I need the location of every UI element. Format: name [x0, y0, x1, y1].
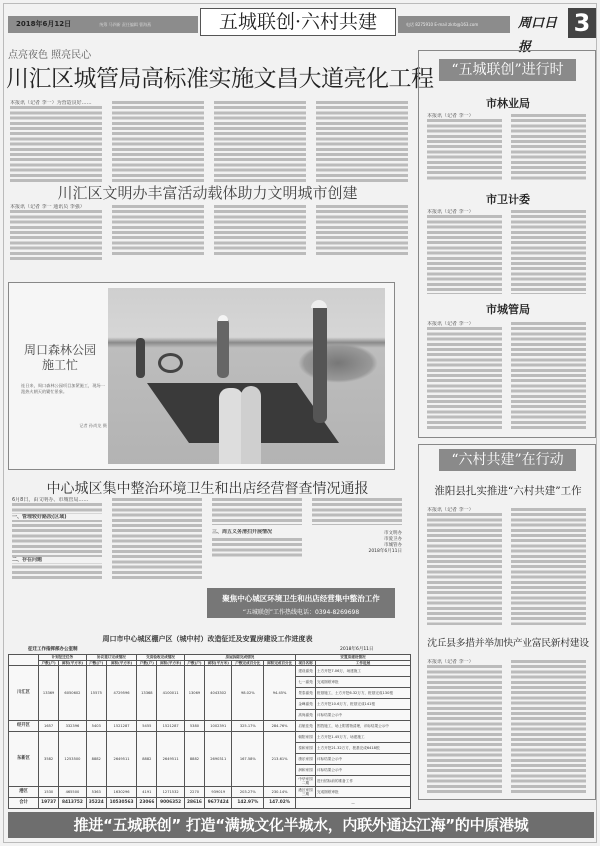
project-progress-cell: 进行招标前的准备工作	[316, 776, 411, 787]
right-bottom-banner: “六村共建”在行动	[439, 449, 576, 471]
value-cell: 9677424	[205, 798, 232, 809]
value-cell: 4100011	[157, 666, 184, 721]
right-top-banner: “五城联创”进行时	[439, 59, 576, 81]
project-name-cell: 建设嘉苑	[296, 666, 316, 677]
sub-header: 户数(户)	[137, 660, 157, 666]
value-cell: 19737	[39, 798, 59, 809]
value-cell: 13368	[137, 666, 157, 721]
signoff-3: 市城管办	[384, 543, 402, 548]
group-header: 计划征迁任务	[39, 655, 87, 661]
footer-slogan: 推进“五城联创” 打造“满城文化半城水，内联外通达江海”的中原港城	[8, 812, 594, 838]
value-cell: 13069	[184, 666, 204, 721]
section-title-health: 市卫计委	[486, 193, 530, 206]
article2-body	[10, 204, 410, 262]
project-progress-cell: 评标结果公示中	[316, 710, 411, 721]
project-name-cell: 润和家园	[296, 765, 316, 776]
value-cell: 1657	[39, 721, 59, 732]
group-header: 房屋拆除完成情况	[184, 655, 295, 661]
value-cell: 15575	[86, 666, 106, 721]
value-cell: 28616	[184, 798, 204, 809]
project-name-cell: 朝阳家园	[296, 732, 316, 743]
hotline-ad	[207, 588, 395, 618]
value-cell: 1521287	[106, 721, 136, 732]
sub-header: 户数(户)	[86, 660, 106, 666]
value-cell: 5455	[137, 721, 157, 732]
photo-feature	[8, 282, 395, 470]
value-cell: 2690311	[205, 732, 232, 787]
value-cell: 10530563	[106, 798, 136, 809]
value-cell: 142.97%	[232, 798, 264, 809]
sub-header: 户数完成百分比	[232, 660, 264, 666]
page-number: 3	[568, 8, 596, 38]
photo-caption: 连日来，周口森林公园项目加紧施工，现场一派热火朝天的繁忙景象。	[21, 383, 105, 394]
sub-header: 面积(平方米)	[205, 660, 232, 666]
project-progress-cell: 完成图纸审批	[316, 787, 411, 798]
value-cell: 5363	[86, 787, 106, 798]
construction-photo	[108, 288, 385, 464]
project-progress-cell: 完成图纸审批	[316, 677, 411, 688]
value-cell: 35224	[86, 798, 106, 809]
district-cell: 东新区	[9, 732, 39, 787]
value-cell: 6050602	[59, 666, 86, 721]
right-bottom-box	[418, 444, 596, 800]
section-title-urban-mgmt: 市城管局	[486, 303, 530, 316]
total-progress-cell: —	[296, 798, 411, 809]
right-top-box	[418, 50, 596, 438]
photo-title-line2: 施工忙	[41, 358, 78, 372]
project-name-cell: 启航佳苑	[296, 721, 316, 732]
table-title: 周口市中心城区棚户区（城中村）改造征迁及安置房建设工作进度表	[102, 634, 313, 643]
district-cell: 港区	[9, 787, 39, 798]
value-cell: 2649511	[157, 732, 184, 787]
article1-headline: 川汇区城管局高标准实施文昌大道亮化工程	[6, 66, 434, 92]
header-contact: 电话 8275910 E-mail zkrb@163.com	[398, 16, 510, 33]
value-cell: 23066	[137, 798, 157, 809]
value-cell: 2649511	[106, 732, 136, 787]
group-header: 协议签订完成情况	[86, 655, 137, 661]
value-cell: 213.61%	[264, 732, 296, 787]
sub-header: 面积完成百分比	[264, 660, 296, 666]
project-name-cell: 康乐家园	[296, 754, 316, 765]
value-cell: 1530	[39, 787, 59, 798]
article3-headline: 中心城区集中整治环境卫生和出店经营督查情况通报	[46, 481, 369, 497]
value-cell: 465500	[59, 787, 86, 798]
project-progress-cell: 围挡施工，场上附着物清理，评标结果公示中	[316, 721, 411, 732]
group-header: 安置房建设情况	[296, 655, 411, 661]
project-name-cell: 港区家园三期	[296, 787, 316, 798]
table-corner	[9, 655, 39, 666]
project-name-cell: 景泰嘉苑	[296, 688, 316, 699]
health-lead: 本报讯（记者 李一）	[427, 209, 502, 215]
table-source: 征迁工作指挥部办公室制	[28, 647, 78, 652]
value-cell: 4729596	[106, 666, 136, 721]
value-cell: 284.76%	[264, 721, 296, 732]
newspaper-logo: 周口日报	[518, 16, 558, 55]
value-cell: 2270	[184, 787, 204, 798]
sub-header: 户数(户)	[184, 660, 204, 666]
article1-kicker: 点亮夜色 照亮民心	[8, 50, 92, 61]
project-name-cell: 七一嘉苑	[296, 677, 316, 688]
project-progress-cell: 土方开挖1.45万方，场建施工	[316, 732, 411, 743]
value-cell: 939019	[205, 787, 232, 798]
value-cell: 1002391	[205, 721, 232, 732]
urban-mgmt-lead: 本报讯（记者 李一）	[427, 321, 502, 327]
sub-header: 面积(平方米)	[59, 660, 86, 666]
signoff-date: 2018年6月11日	[368, 549, 402, 554]
header-date-bar	[8, 16, 198, 33]
group-header: 交房验收完成情况	[137, 655, 185, 661]
huaiyang-lead: 本报讯（记者 李一）	[427, 507, 502, 513]
article3-body	[12, 497, 412, 582]
table-row	[9, 732, 411, 743]
value-cell: 8413752	[59, 798, 86, 809]
photo-title-line1: 周口森林公园	[23, 343, 96, 357]
value-cell: 8882	[86, 732, 106, 787]
district-cell: 经开区	[9, 721, 39, 732]
value-cell: 9006352	[157, 798, 184, 809]
value-cell: 13369	[39, 666, 59, 721]
ad-line2: “五城联创”工作热线电话：0394-8269698	[242, 609, 360, 616]
shenqiu-lead: 本报讯（记者 李一）	[427, 659, 502, 665]
huaiyang-headline: 淮阳县扎实推进“六村共建”工作	[434, 485, 582, 497]
value-cell: 1253500	[59, 732, 86, 787]
value-cell: 1521287	[157, 721, 184, 732]
value-cell: 94.45%	[264, 666, 296, 721]
shenqiu-headline: 沈丘县多措并举加快产业富民新村建设	[427, 638, 589, 649]
article1-lead: 本报讯（记者 李一）为营造良好……	[10, 100, 102, 106]
project-progress-cell: 评标结果公示中	[316, 765, 411, 776]
value-cell: 203.27%	[232, 787, 264, 798]
value-cell: 1630296	[106, 787, 136, 798]
value-cell: 1271532	[157, 787, 184, 798]
value-cell: 5380	[184, 721, 204, 732]
value-cell: 8882	[137, 732, 157, 787]
project-progress-cell: 土方开挖7.06万，场建施工	[316, 666, 411, 677]
value-cell: 4043302	[205, 666, 232, 721]
value-cell: 230.14%	[264, 787, 296, 798]
district-cell: 合计	[9, 798, 39, 809]
table-row	[9, 787, 411, 798]
signoff-1: 市文明办	[384, 531, 402, 536]
table-row	[9, 666, 411, 677]
table-row	[9, 721, 411, 732]
article3-section3: 三、周五义务清扫开展情况	[212, 529, 302, 535]
value-cell: 332396	[59, 721, 86, 732]
project-progress-cell: 评标结果公示中	[316, 754, 411, 765]
section-title-forestry: 市林业局	[486, 97, 530, 110]
ad-line1: 聚焦中心城区环境卫生和出店经营集中整治工作	[222, 594, 380, 603]
value-cell: 325.17%	[232, 721, 264, 732]
table-row	[9, 798, 411, 809]
article2-lead: 本报讯（记者 李一 通讯员 李强）	[10, 204, 102, 210]
article2-headline: 川汇区文明办丰富活动载体助力文明城市创建	[57, 184, 358, 202]
signoff-2: 市爱卫办	[384, 537, 402, 542]
section-title: 五城联创·六村共建	[200, 8, 396, 36]
article3-section2: 二、存在问题	[12, 557, 102, 563]
value-cell: 3582	[39, 732, 59, 787]
value-cell: 8882	[184, 732, 204, 787]
header-date: 2018年6月12日	[16, 20, 72, 28]
project-progress-cell: 桩基施工，土方开挖6.32万方，桩基完成130根	[316, 688, 411, 699]
progress-table	[8, 654, 411, 809]
forestry-lead: 本报讯（记者 李一）	[427, 113, 502, 119]
project-name-cell: 高尚嘉苑	[296, 710, 316, 721]
article3-signoff	[342, 531, 402, 555]
value-cell: 98.02%	[232, 666, 264, 721]
photo-title	[15, 343, 105, 373]
project-name-cell: 中华家园二期	[296, 776, 316, 787]
project-progress-cell: 土方开挖10.6万方，桩基完成141根	[316, 699, 411, 710]
photo-credit: 记者 孙尚龙 摄	[79, 423, 107, 428]
sub-header: 面积(平方米)	[157, 660, 184, 666]
value-cell: 167.58%	[232, 732, 264, 787]
sub-header: 面积(平方米)	[106, 660, 136, 666]
sub-header: 项目名称	[296, 660, 316, 666]
table-date: 2018年6月11日	[340, 647, 374, 652]
district-cell: 川汇区	[9, 666, 39, 721]
sub-header: 工作进展	[316, 660, 411, 666]
value-cell: 5403	[86, 721, 106, 732]
project-name-cell: 金峰嘉苑	[296, 699, 316, 710]
article3-section1: 一、管理较好路段(区域)	[12, 514, 102, 520]
project-progress-cell: 土方开挖21.32万方，桩基完成6418根	[316, 743, 411, 754]
project-name-cell: 泰和家园	[296, 743, 316, 754]
article3-lead: 6月8日，由文明办、市城管局……	[12, 497, 102, 503]
value-cell: 147.02%	[264, 798, 296, 809]
value-cell: 4191	[137, 787, 157, 798]
header-editors: 统筹 马四新 责任编辑 曹海燕	[99, 22, 152, 27]
article1-body	[10, 100, 410, 182]
sub-header: 户数(户)	[39, 660, 59, 666]
